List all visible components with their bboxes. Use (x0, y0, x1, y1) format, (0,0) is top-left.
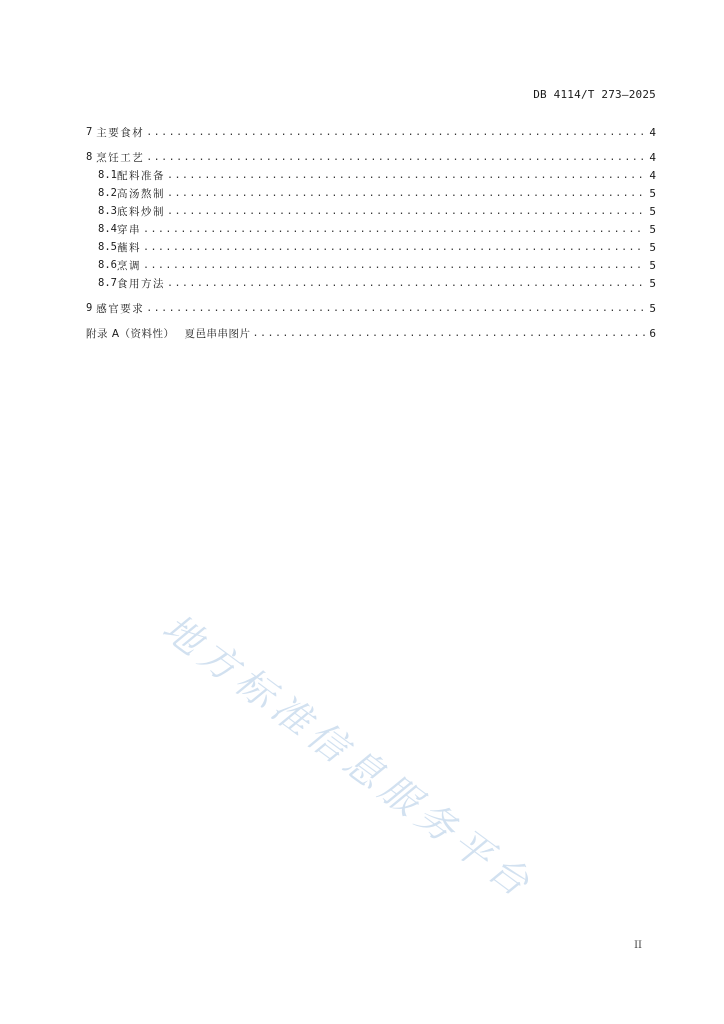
toc-entry-number: 9 (86, 302, 93, 314)
toc-entry-page: 5 (649, 276, 656, 290)
dot-leader (143, 260, 645, 271)
toc-entry-7[interactable] (86, 124, 656, 140)
toc-entry-title: 食用方法 (116, 277, 165, 290)
dot-leader (143, 242, 645, 253)
dot-leader (253, 328, 646, 339)
toc-entry-page: 5 (649, 222, 656, 236)
toc-entry-title: 感官要求 (96, 302, 145, 315)
toc-entry-page: 5 (649, 204, 656, 218)
toc-entry-title: 烹调 (116, 259, 141, 272)
toc-entry-title: 穿串 (116, 223, 141, 236)
toc-entry-number: 8.7 (98, 277, 117, 289)
toc-entry-8-2[interactable] (98, 185, 656, 201)
toc-entry-8-3[interactable] (98, 203, 656, 219)
toc-entry-page: 4 (649, 125, 656, 139)
toc-entry-page: 4 (649, 168, 656, 182)
toc-entry-page: 5 (649, 240, 656, 254)
toc-entry-page: 5 (649, 258, 656, 272)
toc-entry-8-7[interactable] (98, 275, 656, 291)
dot-leader (146, 303, 645, 314)
dot-leader (167, 170, 645, 181)
appendix-label: 附录 A（资料性） (86, 327, 175, 340)
toc-entry-appendix-a[interactable] (86, 325, 656, 341)
toc-entry-number: 8.4 (98, 223, 117, 235)
toc-entry-8-4[interactable] (98, 221, 656, 237)
dot-leader (146, 152, 645, 163)
toc-entry-page: 5 (649, 301, 656, 315)
toc-entry-title: 烹饪工艺 (96, 151, 145, 164)
toc-entry-number: 8.3 (98, 205, 117, 217)
toc-entry-number: 8.6 (98, 259, 117, 271)
toc-entry-9[interactable] (86, 300, 656, 316)
dot-leader (143, 224, 645, 235)
toc-entry-number: 7 (86, 126, 93, 138)
toc-entry-number: 8.2 (98, 187, 117, 199)
page-number: II (634, 940, 642, 951)
toc-entry-page: 5 (649, 186, 656, 200)
toc-entry-number: 8 (86, 151, 93, 163)
toc-entry-title: 蘸料 (116, 241, 141, 254)
toc-entry-title: 配料准备 (116, 169, 165, 182)
toc-entry-page: 4 (649, 150, 656, 164)
toc-entry-title: 底料炒制 (116, 205, 165, 218)
dot-leader (167, 188, 645, 199)
toc-entry-number: 8.5 (98, 241, 117, 253)
toc-entry-title: 高汤熬制 (116, 187, 165, 200)
toc-entry-8[interactable] (86, 149, 656, 165)
dot-leader (167, 206, 645, 217)
toc-entry-8-5[interactable] (98, 239, 656, 255)
toc-entry-page: 6 (649, 326, 656, 340)
toc-entry-number: 8.1 (98, 169, 117, 181)
doc-code-header: DB 4114/T 273—2025 (533, 88, 656, 101)
toc-entry-title: 夏邑串串图片 (184, 327, 251, 340)
dot-leader (167, 278, 645, 289)
toc-entry-8-1[interactable] (98, 167, 656, 183)
dot-leader (146, 127, 645, 138)
watermark-text: 地方标准信息服务平台 (154, 605, 543, 909)
toc-entry-8-6[interactable] (98, 257, 656, 273)
toc-entry-title: 主要食材 (96, 126, 145, 139)
